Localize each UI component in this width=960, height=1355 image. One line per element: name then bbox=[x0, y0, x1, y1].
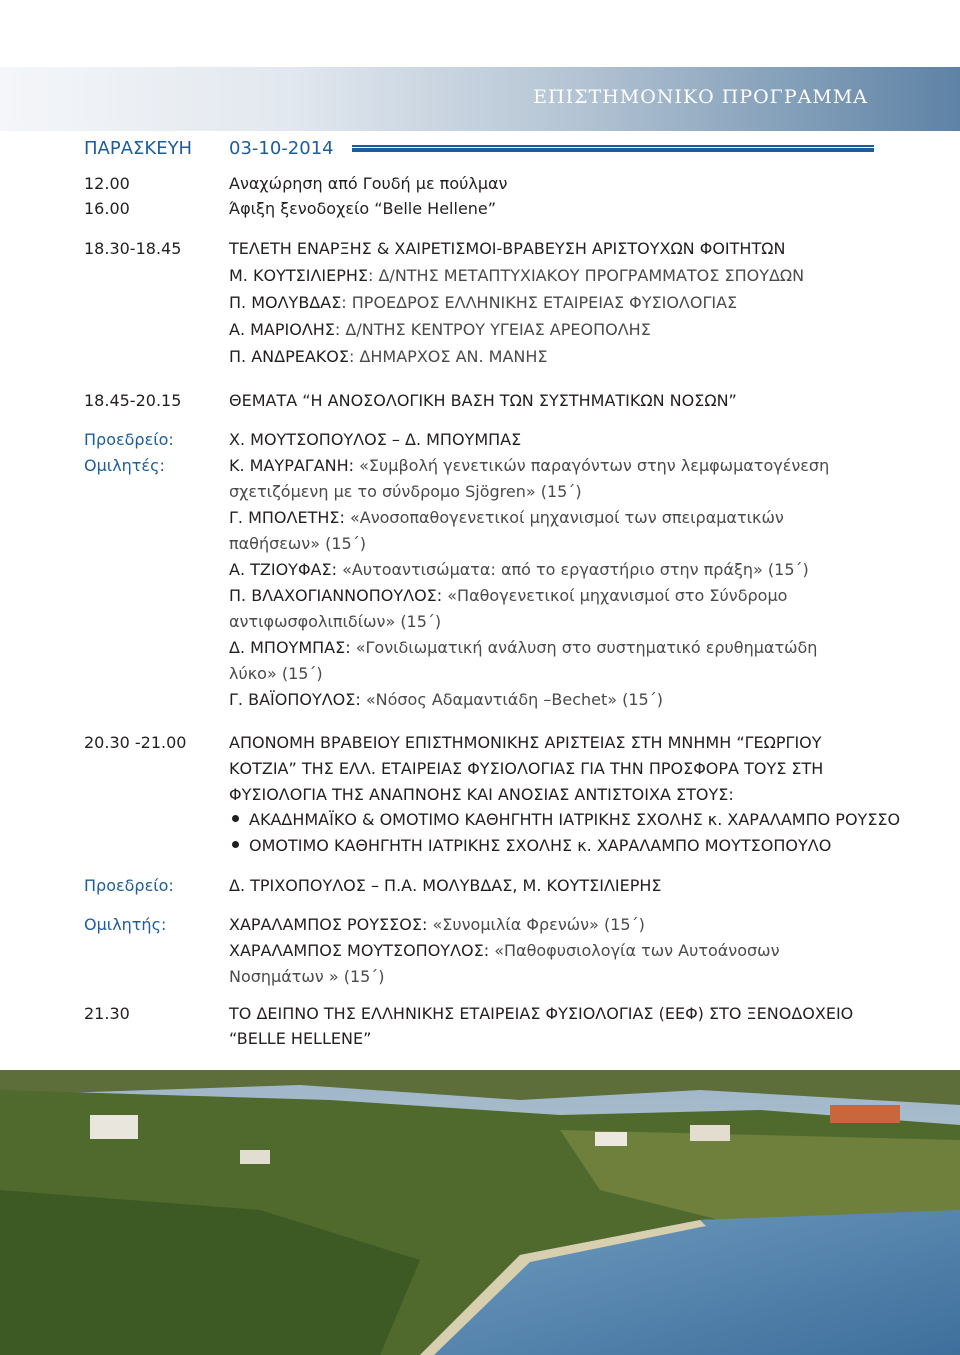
divider bbox=[352, 148, 874, 152]
talk bbox=[229, 635, 817, 661]
talk-title: «Γονιδιωματική ανάλυση στο συστηματικό ερυθηματώδη bbox=[355, 638, 818, 657]
person-name: Μ. ΚΟΥΤΣΙΛΙΕΡΗΣ bbox=[229, 266, 368, 285]
bullet-icon bbox=[232, 815, 239, 822]
award-line: ΑΠΟΝΟΜΗ ΒΡΑΒΕΙΟΥ ΕΠΙΣΤΗΜΟΝΙΚΗΣ ΑΡΙΣΤΕΙΑΣ ΣΤΗ ΜΝΗΜΗ “ΓΕΩΡΓΙΟΥ bbox=[229, 733, 822, 752]
chair-label: Προεδρείο: bbox=[84, 430, 174, 449]
time-label: 20.30 -21.00 bbox=[84, 733, 187, 752]
speaker-name: ΧΑΡΑΛΑΜΠΟΣ ΜΟΥΤΣΟΠΟΥΛΟΣ: bbox=[229, 941, 490, 960]
bullet-icon bbox=[232, 841, 239, 848]
day-name: ΠΑΡΑΣΚΕΥΗ bbox=[84, 138, 193, 159]
time-label: 18.30-18.45 bbox=[84, 239, 182, 258]
speaker-name: Π. ΒΛΑΧΟΓΙΑΝΝΟΠΟΥΛΟΣ: bbox=[229, 586, 443, 605]
chairs: Χ. ΜΟΥΤΣΟΠΟΥΛΟΣ – Δ. ΜΠΟΥΜΠΑΣ bbox=[229, 430, 522, 449]
person-line bbox=[229, 263, 804, 289]
time-label: 21.30 bbox=[84, 1004, 130, 1023]
person-line bbox=[229, 344, 548, 370]
dinner-line: “BELLE HELLENE” bbox=[229, 1029, 372, 1048]
speaker-name: Δ. ΜΠΟΥΜΠΑΣ: bbox=[229, 638, 351, 657]
talk bbox=[229, 505, 784, 531]
talk-title-cont: λύκο» (15΄) bbox=[229, 664, 323, 683]
person-name: Α. ΜΑΡΙΟΛΗΣ bbox=[229, 320, 335, 339]
speakers-label: Ομιλητές: bbox=[84, 456, 165, 475]
coastline-photo bbox=[0, 1070, 960, 1355]
talk bbox=[229, 557, 809, 583]
speaker-label: Ομιλητής: bbox=[84, 915, 167, 934]
person-name: Π. ΜΟΛΥΒΔΑΣ bbox=[229, 293, 342, 312]
talk-title-cont: σχετιζόμενη με το σύνδρομο Sjögren» (15΄) bbox=[229, 482, 582, 501]
agenda-text: Άφιξη ξενοδοχείο “Belle Hellene” bbox=[229, 199, 497, 218]
award-line: ΦΥΣΙΟΛΟΓΙΑ ΤΗΣ ΑΝΑΠΝΟΗΣ ΚΑΙ ΑΝΟΣΙΑΣ ΑΝΤΙΣΤΟΙΧΑ ΣΤΟΥΣ: bbox=[229, 785, 734, 804]
talk-title: «Παθοφυσιολογία των Αυτοάνοσων bbox=[494, 941, 780, 960]
talk bbox=[229, 583, 787, 609]
speaker-name: Γ. ΒΑΪΟΠΟΥΛΟΣ: bbox=[229, 690, 361, 709]
talk bbox=[229, 687, 663, 713]
talk bbox=[229, 912, 645, 938]
person-line bbox=[229, 317, 651, 343]
day-date: 03-10-2014 bbox=[229, 138, 334, 159]
talk-title: «Συμβολή γενετικών παραγόντων στην λεμφωματογένεση bbox=[359, 456, 830, 475]
talk bbox=[229, 938, 780, 964]
person-role: : ΠΡΟΕΔΡΟΣ ΕΛΛΗΝΙΚΗΣ ΕΤΑΙΡΕΙΑΣ ΦΥΣΙΟΛΟΓΙΑΣ bbox=[341, 293, 738, 312]
speaker-name: Κ. ΜΑΥΡΑΓΑΝΗ: bbox=[229, 456, 355, 475]
page-title: ΕΠΙΣΤΗΜΟΝΙΚΟ ΠΡΟΓΡΑΜΜΑ bbox=[533, 86, 868, 108]
speaker-name: ΧΑΡΑΛΑΜΠΟΣ ΡΟΥΣΣΟΣ: bbox=[229, 915, 428, 934]
award-line: ΚΟΤΖΙΑ” ΤΗΣ ΕΛΛ. ΕΤΑΙΡΕΙΑΣ ΦΥΣΙΟΛΟΓΙΑΣ ΓΙΑ ΤΗΝ ΠΡΟΣΦΟΡΑ ΤΟΥΣ ΣΤΗ bbox=[229, 759, 824, 778]
talk-title-cont: αντιφωσφολιπιδίων» (15΄) bbox=[229, 612, 442, 631]
chairs: Δ. ΤΡΙΧΟΠΟΥΛΟΣ – Π.Α. ΜΟΛΥΒΔΑΣ, Μ. ΚΟΥΤΣΙΛΙΕΡΗΣ bbox=[229, 876, 662, 895]
chair-label: Προεδρείο: bbox=[84, 876, 174, 895]
divider bbox=[352, 145, 874, 147]
speaker-name: Γ. ΜΠΟΛΕΤΗΣ: bbox=[229, 508, 345, 527]
time-label: 18.45-20.15 bbox=[84, 391, 182, 410]
talk-title: «Συνομιλία Φρενών» (15΄) bbox=[432, 915, 645, 934]
award-recipient: ΑΚΑΔΗΜΑΪΚΟ & ΟΜΟΤΙΜΟ ΚΑΘΗΓΗΤΗ ΙΑΤΡΙΚΗΣ ΣΧΟΛΗΣ κ. ΧΑΡΑΛΑΜΠΟ ΡΟΥΣΣΟ bbox=[249, 810, 901, 829]
coastline-photo-art bbox=[0, 1070, 960, 1355]
dinner-line: ΤΟ ΔΕΙΠΝΟ ΤΗΣ ΕΛΛΗΝΙΚΗΣ ΕΤΑΙΡΕΙΑΣ ΦΥΣΙΟΛΟΓΙΑΣ (ΕΕΦ) ΣΤΟ ΞΕΝΟΔΟΧΕΙΟ bbox=[229, 1004, 854, 1023]
talk-title: «Νόσος Αδαμαντιάδη –Bechet» (15΄) bbox=[365, 690, 663, 709]
person-role: : ΔΗΜΑΡΧΟΣ ΑΝ. ΜΑΝΗΣ bbox=[348, 347, 548, 366]
award-recipient: ΟΜΟΤΙΜΟ ΚΑΘΗΓΗΤΗ ΙΑΤΡΙΚΗΣ ΣΧΟΛΗΣ κ. ΧΑΡΑΛΑΜΠΟ ΜΟΥΤΣΟΠΟΥΛΟ bbox=[249, 836, 832, 855]
talk bbox=[229, 453, 829, 479]
time-label: 12.00 bbox=[84, 174, 130, 193]
talk-title-cont: Νοσημάτων » (15΄) bbox=[229, 967, 385, 986]
speaker-name: Α. ΤΖΙΟΥΦΑΣ: bbox=[229, 560, 337, 579]
person-name: Π. ΑΝΔΡΕΑΚΟΣ bbox=[229, 347, 349, 366]
person-role: : Δ/ΝΤΗΣ ΜΕΤΑΠΤΥΧΙΑΚΟΥ ΠΡΟΓΡΑΜΜΑΤΟΣ ΣΠΟΥΔΩΝ bbox=[368, 266, 805, 285]
session-title: ΤΕΛΕΤΗ ΕΝΑΡΞΗΣ & ΧΑΙΡΕΤΙΣΜΟΙ-ΒΡΑΒΕΥΣΗ ΑΡΙΣΤΟΥΧΩΝ ΦΟΙΤΗΤΩΝ bbox=[229, 239, 786, 258]
agenda-text: Αναχώρηση από Γουδή με πούλμαν bbox=[229, 174, 508, 193]
person-role: : Δ/ΝΤΗΣ ΚΕΝΤΡΟΥ ΥΓΕΙΑΣ ΑΡΕΟΠΟΛΗΣ bbox=[334, 320, 651, 339]
talk-title: «Ανοσοπαθογενετικοί μηχανισμοί των σπειραματικών bbox=[349, 508, 784, 527]
talk-title-cont: παθήσεων» (15΄) bbox=[229, 534, 366, 553]
day-heading bbox=[84, 138, 334, 159]
talk-title: «Αυτοαντισώματα: από το εργαστήριο στην πράξη» (15΄) bbox=[342, 560, 809, 579]
talk-title: «Παθογενετικοί μηχανισμοί στο Σύνδρομο bbox=[447, 586, 788, 605]
person-line bbox=[229, 290, 737, 316]
session-title: ΘΕΜΑΤΑ “Η ΑΝΟΣΟΛΟΓΙΚΗ ΒΑΣΗ ΤΩΝ ΣΥΣΤΗΜΑΤΙΚΩΝ ΝΟΣΩΝ” bbox=[229, 391, 737, 410]
time-label: 16.00 bbox=[84, 199, 130, 218]
